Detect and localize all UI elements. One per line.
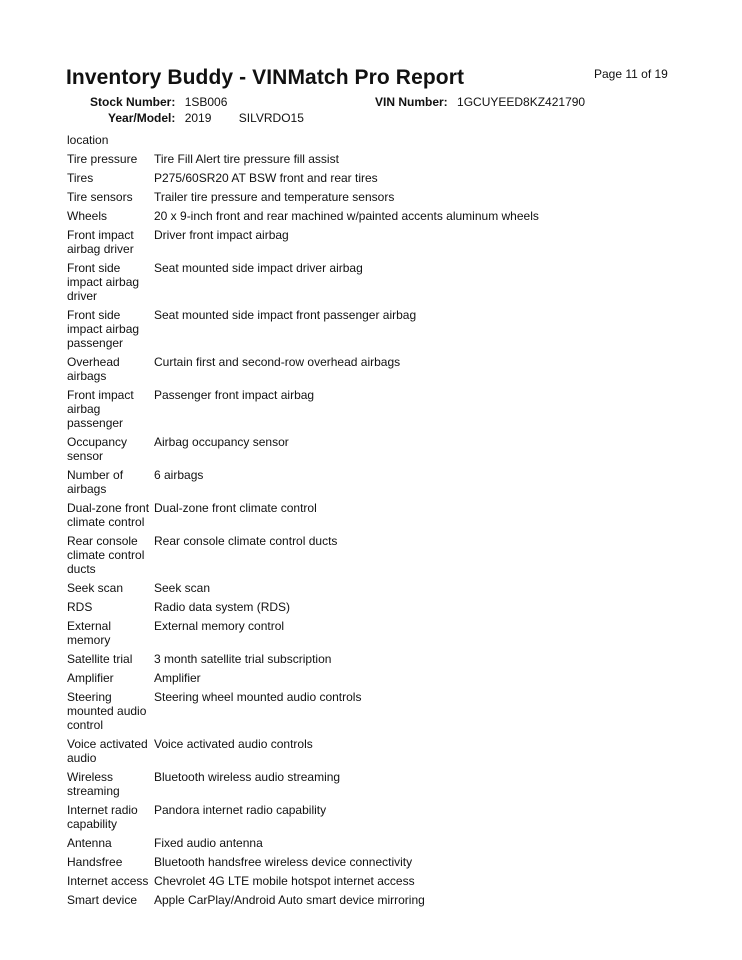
- feature-label: Wheels: [67, 209, 108, 223]
- feature-row: [67, 468, 687, 496]
- feature-label: Tire sensors: [67, 190, 133, 204]
- report-title: Inventory Buddy - VINMatch Pro Report: [66, 66, 465, 89]
- feature-label: Antenna: [67, 836, 112, 850]
- feature-label: Steering mounted audio control: [67, 690, 147, 732]
- year-model-label: Year/Model:: [108, 111, 176, 125]
- vin-number-value: 1GCUYEED8KZ421790: [457, 95, 586, 109]
- feature-row: [67, 893, 687, 907]
- feature-row: [67, 770, 687, 798]
- feature-value: Fixed audio antenna: [154, 836, 263, 850]
- feature-value: Bluetooth handsfree wireless device connectivity: [154, 855, 413, 869]
- stock-number: [90, 95, 227, 109]
- feature-label: External memory: [67, 619, 112, 647]
- feature-row: [67, 435, 687, 463]
- feature-value: Driver front impact airbag: [154, 228, 289, 242]
- feature-label: Overhead airbags: [67, 355, 120, 383]
- feature-row: [67, 690, 687, 732]
- feature-row: [67, 228, 687, 256]
- year-value: 2019: [184, 111, 212, 125]
- feature-value: Curtain first and second-row overhead airbags: [154, 355, 401, 369]
- feature-value: Voice activated audio controls: [154, 737, 313, 751]
- feature-label: Occupancy sensor: [67, 435, 128, 463]
- feature-row: [67, 534, 687, 576]
- feature-row: [67, 171, 687, 185]
- feature-row: [67, 261, 687, 303]
- feature-label: Seek scan: [67, 581, 124, 595]
- feature-row: [67, 388, 687, 430]
- feature-row: [67, 152, 687, 166]
- feature-label: Smart device: [67, 893, 138, 907]
- feature-value: Apple CarPlay/Android Auto smart device mirroring: [154, 893, 425, 907]
- feature-value: 6 airbags: [154, 468, 204, 482]
- feature-label: Tire pressure: [67, 152, 138, 166]
- vin-number-label: VIN Number:: [375, 95, 448, 109]
- vin-number: [375, 95, 585, 109]
- feature-row: [67, 619, 687, 647]
- feature-row: [67, 209, 687, 223]
- feature-row: [67, 836, 687, 850]
- feature-row: [67, 737, 687, 765]
- feature-label: Voice activated audio: [67, 737, 148, 765]
- feature-row: [67, 501, 687, 529]
- year-model: [108, 111, 304, 125]
- feature-value: 20 x 9-inch front and rear machined w/painted accents aluminum wheels: [154, 209, 539, 223]
- feature-label: Front impact airbag driver: [67, 228, 134, 256]
- feature-row: [67, 190, 687, 204]
- feature-value: Passenger front impact airbag: [154, 388, 315, 402]
- feature-value: Pandora internet radio capability: [154, 803, 327, 817]
- feature-row: [67, 133, 687, 147]
- feature-row: [67, 671, 687, 685]
- model-value: SILVRDO15: [238, 111, 304, 125]
- feature-row: [67, 874, 687, 888]
- feature-value: Bluetooth wireless audio streaming: [154, 770, 341, 784]
- feature-value: Trailer tire pressure and temperature sensors: [154, 190, 395, 204]
- feature-row: [67, 652, 687, 666]
- feature-value: 3 month satellite trial subscription: [154, 652, 332, 666]
- feature-value: P275/60SR20 AT BSW front and rear tires: [154, 171, 378, 185]
- feature-value: Seat mounted side impact front passenger airbag: [154, 308, 417, 322]
- feature-label: Wireless streaming: [67, 770, 120, 798]
- feature-row: [67, 308, 687, 350]
- feature-value: External memory control: [154, 619, 285, 633]
- stock-number-label: Stock Number:: [90, 95, 176, 109]
- feature-value: Dual-zone front climate control: [154, 501, 317, 515]
- feature-value: Seek scan: [154, 581, 211, 595]
- feature-list: [67, 133, 687, 912]
- feature-label: Number of airbags: [67, 468, 124, 496]
- feature-value: Tire Fill Alert tire pressure fill assist: [154, 152, 339, 166]
- feature-label: RDS: [67, 600, 93, 614]
- feature-label: Front side impact airbag driver: [67, 261, 140, 303]
- feature-row: [67, 355, 687, 383]
- feature-label: Dual-zone front climate control: [67, 501, 150, 529]
- feature-label: Amplifier: [67, 671, 114, 685]
- feature-value: Steering wheel mounted audio controls: [154, 690, 362, 704]
- feature-value: [154, 133, 687, 147]
- feature-value: Radio data system (RDS): [154, 600, 291, 614]
- feature-label: Front impact airbag passenger: [67, 388, 134, 430]
- feature-label: Tires: [67, 171, 94, 185]
- feature-value: Rear console climate control ducts: [154, 534, 338, 548]
- feature-value: Amplifier: [154, 671, 201, 685]
- feature-value: Seat mounted side impact driver airbag: [154, 261, 363, 275]
- feature-label: Internet access: [67, 874, 149, 888]
- page-number: Page 11 of 19: [594, 67, 668, 81]
- feature-label: location: [67, 133, 109, 147]
- feature-row: [67, 581, 687, 595]
- feature-value: Airbag occupancy sensor: [154, 435, 289, 449]
- feature-label: Satellite trial: [67, 652, 133, 666]
- feature-row: [67, 803, 687, 831]
- feature-label: Handsfree: [67, 855, 123, 869]
- feature-row: [67, 855, 687, 869]
- feature-label: Front side impact airbag passenger: [67, 308, 140, 350]
- feature-value: Chevrolet 4G LTE mobile hotspot internet access: [154, 874, 415, 888]
- stock-number-value: 1SB006: [184, 95, 228, 109]
- feature-label: Internet radio capability: [67, 803, 138, 831]
- feature-label: Rear console climate control ducts: [67, 534, 145, 576]
- feature-row: [67, 600, 687, 614]
